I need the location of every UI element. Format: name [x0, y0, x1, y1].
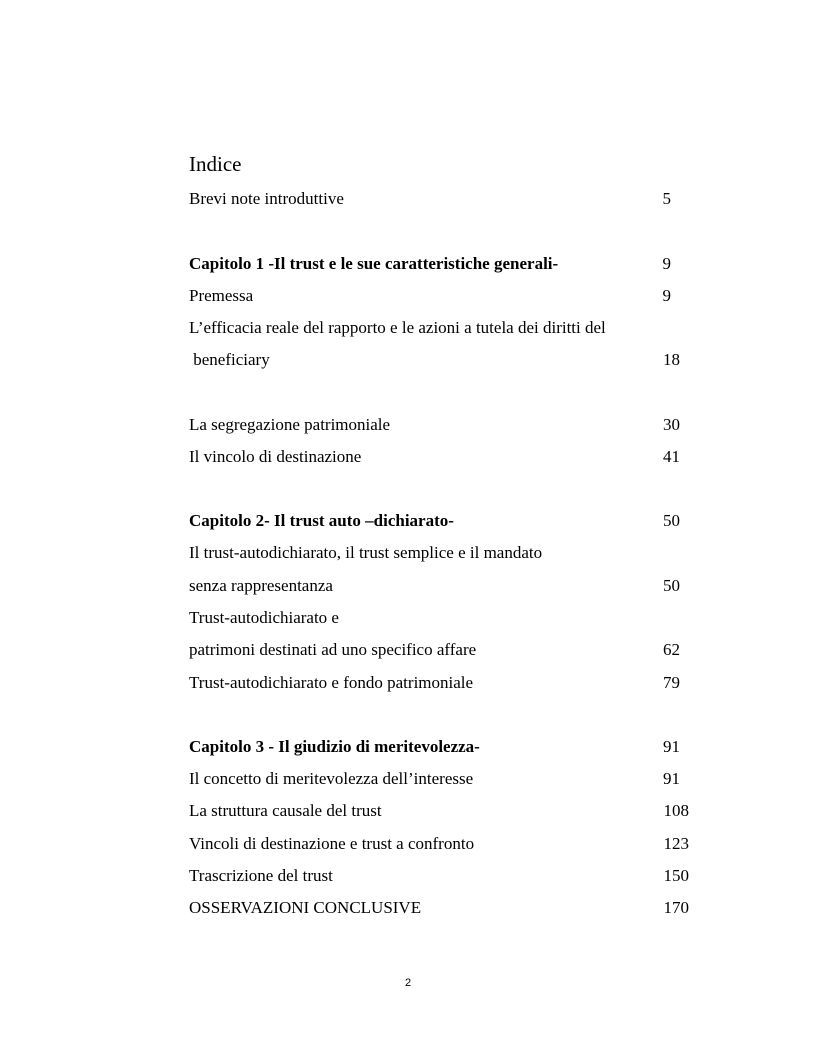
toc-entry-struttura-causale: La struttura causale del trust [189, 801, 382, 820]
toc-page-vincoli-confronto: 123 [663, 834, 689, 853]
toc-entry-beneficiary: beneficiary [189, 350, 270, 369]
toc-entry-vincolo: Il vincolo di destinazione [189, 447, 362, 466]
toc-page-senza-rappresentanza: 50 [663, 576, 680, 595]
toc-entry-meritevolezza: Il concetto di meritevolezza dell’interesse [189, 769, 474, 788]
toc-page-trascrizione: 150 [663, 866, 689, 885]
toc-entry-intro: Brevi note introduttive [189, 189, 344, 208]
toc-page-fondo-patrimoniale: 79 [663, 673, 680, 692]
toc-page-chapter-2: 50 [663, 511, 680, 530]
toc-page-struttura-causale: 108 [663, 801, 689, 820]
toc-page-vincolo: 41 [663, 447, 680, 466]
toc-entry-premessa: Premessa [189, 286, 254, 305]
toc-entry-segregazione: La segregazione patrimoniale [189, 415, 391, 434]
toc-entry-senza-rappresentanza: senza rappresentanza [189, 576, 333, 595]
toc-page-beneficiary: 18 [663, 350, 680, 369]
toc-entry-patrimoni-destinati: patrimoni destinati ad uno specifico affare [189, 640, 477, 659]
toc-entry-fondo-patrimoniale: Trust-autodichiarato e fondo patrimoniale [189, 673, 474, 692]
page-number: 2 [404, 977, 412, 989]
toc-chapter-1: Capitolo 1 -Il trust e le sue caratteristiche generali- [189, 254, 559, 273]
toc-page-segregazione: 30 [663, 415, 680, 434]
toc-page-patrimoni-destinati: 62 [663, 640, 680, 659]
toc-entry-osservazioni: OSSERVAZIONI CONCLUSIVE [189, 898, 422, 917]
toc-page-chapter-3: 91 [663, 737, 680, 756]
toc-page-premessa: 9 [662, 286, 671, 305]
toc-chapter-3: Capitolo 3 - Il giudizio di meritevolezza- [189, 737, 480, 756]
toc-entry-efficacia: L’efficacia reale del rapporto e le azioni a tutela dei diritti del [189, 318, 606, 337]
toc-entry-trascrizione: Trascrizione del trust [189, 866, 333, 885]
toc-chapter-2: Capitolo 2- Il trust auto –dichiarato- [189, 511, 454, 530]
toc-page-osservazioni: 170 [663, 898, 689, 917]
toc-page-intro: 5 [662, 189, 671, 208]
toc-entry-trust-autodichiarato-e: Trust-autodichiarato e [189, 608, 339, 627]
toc-entry-vincoli-confronto: Vincoli di destinazione e trust a confronto [189, 834, 475, 853]
toc-entry-trust-semplice: Il trust-autodichiarato, il trust semplice e il mandato [189, 543, 543, 562]
toc-page-meritevolezza: 91 [663, 769, 680, 788]
toc-page-chapter-1: 9 [662, 254, 671, 273]
toc-title: Indice [189, 152, 242, 176]
